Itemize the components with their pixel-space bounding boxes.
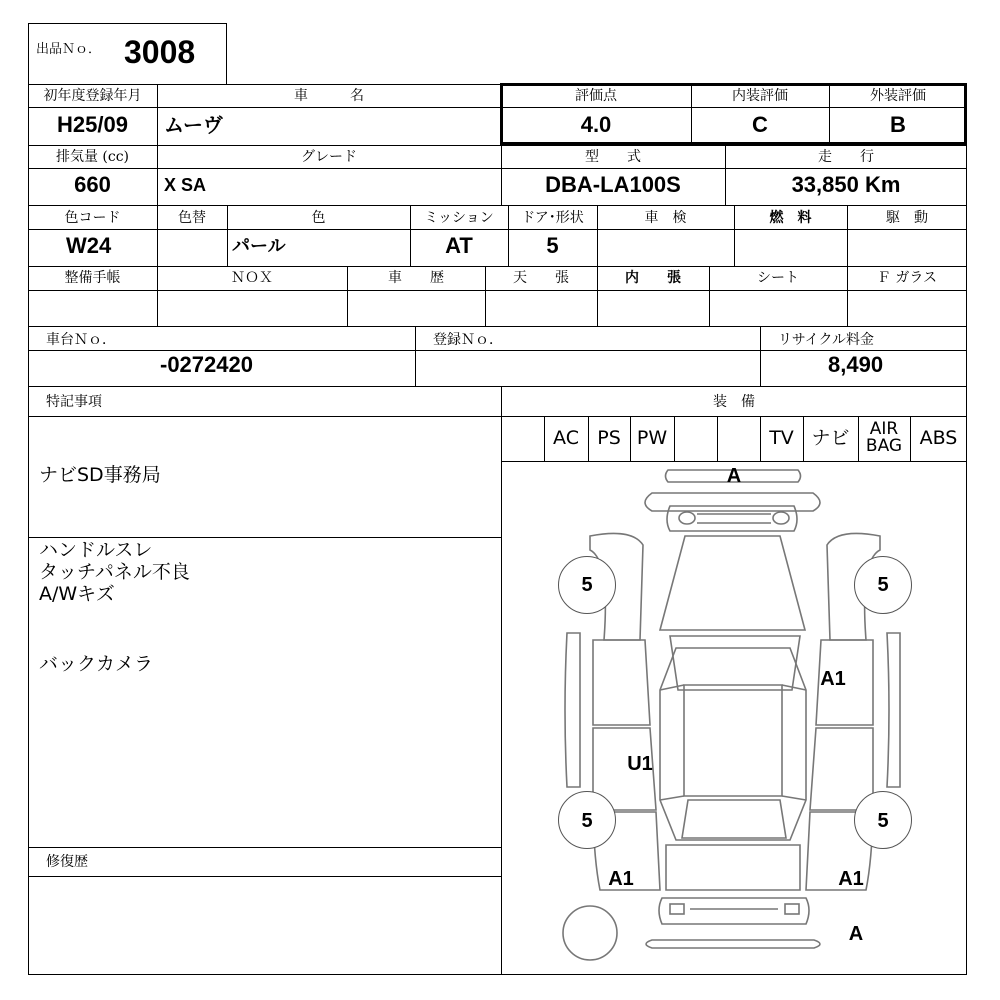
grid-line	[501, 107, 967, 108]
score-label: 評価点	[575, 88, 617, 104]
left-door-grade: U1	[627, 753, 653, 775]
front-bumper-grade: A	[726, 465, 742, 487]
grade-value: X SA	[164, 175, 207, 195]
repair-history-title: 修復歴	[46, 854, 88, 870]
special-note-2: ハンドルスレ タッチパネル不良 A/Wキズ	[39, 539, 190, 605]
front-left-tire-grade: 5	[581, 574, 593, 596]
rear-right-tire-grade: 5	[877, 810, 889, 832]
color-code-label: 色コード	[64, 210, 121, 226]
inspection-label: 車 検	[644, 210, 687, 226]
score-box-border	[500, 142, 967, 145]
interior-trim-label: 内 張	[625, 270, 681, 286]
grid-line	[28, 416, 967, 417]
lot-number-value: 3008	[124, 34, 196, 70]
car-name-value: ムーヴ	[164, 113, 223, 137]
score-value: 4.0	[580, 112, 612, 137]
rear-right-quarter-grade: A1	[838, 868, 864, 890]
grade-label: グレード	[301, 149, 357, 165]
special-notes-title: 特記事項	[46, 394, 102, 410]
rear-bumper-grade: A	[848, 923, 864, 945]
model-code-value: DBA-LA100S	[545, 172, 681, 197]
right-front-door-grade: A1	[820, 668, 846, 690]
special-note-3: バックカメラ	[39, 653, 154, 675]
color-value: パール	[232, 236, 286, 257]
equipment-title: 装 備	[713, 394, 755, 410]
grid-line	[28, 537, 501, 538]
maintenance-record-label: 整備手帳	[64, 270, 121, 286]
grid-line	[28, 386, 967, 387]
equipment-item-pw: PW	[636, 427, 668, 449]
score-box-border	[500, 83, 967, 86]
first-registration-value: H25/09	[57, 112, 128, 137]
equipment-item-abs: ABS	[919, 427, 958, 449]
lot-number-label: 出品Ｎｏ．	[36, 42, 102, 57]
vehicle-history-label: 車 歴	[388, 270, 444, 286]
rear-left-tire-grade: 5	[581, 810, 593, 832]
chassis-number-label: 車台Ｎｏ．	[46, 332, 116, 348]
door-shape-label: ドア･形状	[521, 210, 584, 226]
transmission-value: AT	[445, 233, 473, 258]
grid-line	[28, 266, 967, 267]
recycle-fee-value: 8,490	[828, 352, 884, 377]
grid-line	[415, 326, 416, 386]
equipment-item-tv: TV	[769, 427, 794, 449]
seat-label: シート	[757, 270, 799, 286]
interior-rating-label: 内装評価	[732, 88, 788, 104]
grid-line	[28, 168, 967, 169]
interior-rating-value: C	[752, 112, 768, 137]
registration-number-label: 登録Ｎｏ．	[433, 332, 503, 348]
grid-line	[28, 229, 967, 230]
displacement-value: 660	[74, 172, 111, 197]
grid-line	[717, 416, 718, 461]
equipment-item-navi: ナビ	[811, 427, 850, 449]
color-label: 色	[311, 210, 326, 226]
exterior-rating-value: B	[890, 112, 906, 137]
grid-line	[501, 386, 502, 975]
grid-line	[674, 416, 675, 461]
equipment-item-ac: AC	[553, 427, 579, 449]
exterior-rating-label: 外装評価	[870, 88, 926, 104]
front-right-tire-grade: 5	[877, 574, 889, 596]
grid-line	[760, 326, 761, 386]
first-registration-label: 初年度登録年月	[43, 88, 142, 104]
drive-label: 駆 動	[886, 210, 928, 226]
rear-left-quarter-grade: A1	[608, 868, 634, 890]
grid-line	[28, 326, 967, 327]
door-shape-value: 5	[546, 233, 559, 258]
car-name-label: 車 名	[294, 88, 364, 104]
displacement-label: 排気量 (cc)	[55, 149, 130, 165]
fuel-label: 燃 料	[769, 210, 812, 226]
grid-line	[28, 290, 967, 291]
nox-label: ＮＯＸ	[231, 270, 273, 286]
transmission-label: ミッション	[424, 210, 494, 226]
recycle-fee-label: リサイクル料金	[778, 332, 875, 348]
model-code-label: 型 式	[585, 149, 641, 165]
grid-line	[28, 107, 501, 108]
chassis-number-value: -0272420	[160, 352, 253, 377]
color-change-label: 色替	[178, 210, 206, 226]
headliner-label: 天 張	[513, 270, 569, 286]
equipment-item-ps: PS	[597, 427, 621, 449]
color-code-value: W24	[66, 233, 112, 258]
mileage-label: 走 行	[818, 149, 874, 165]
grid-line	[501, 461, 967, 462]
grid-line	[28, 205, 967, 206]
special-note-1: ナビSD事務局	[39, 464, 161, 486]
grid-line	[28, 876, 501, 877]
front-glass-label: Ｆ ガラス	[876, 270, 938, 286]
grid-line	[28, 145, 967, 146]
grid-line	[28, 847, 501, 848]
grid-line	[28, 350, 967, 351]
mileage-value: 33,850 Km	[791, 172, 901, 197]
equipment-item-airbag: AIR BAG	[865, 419, 903, 456]
